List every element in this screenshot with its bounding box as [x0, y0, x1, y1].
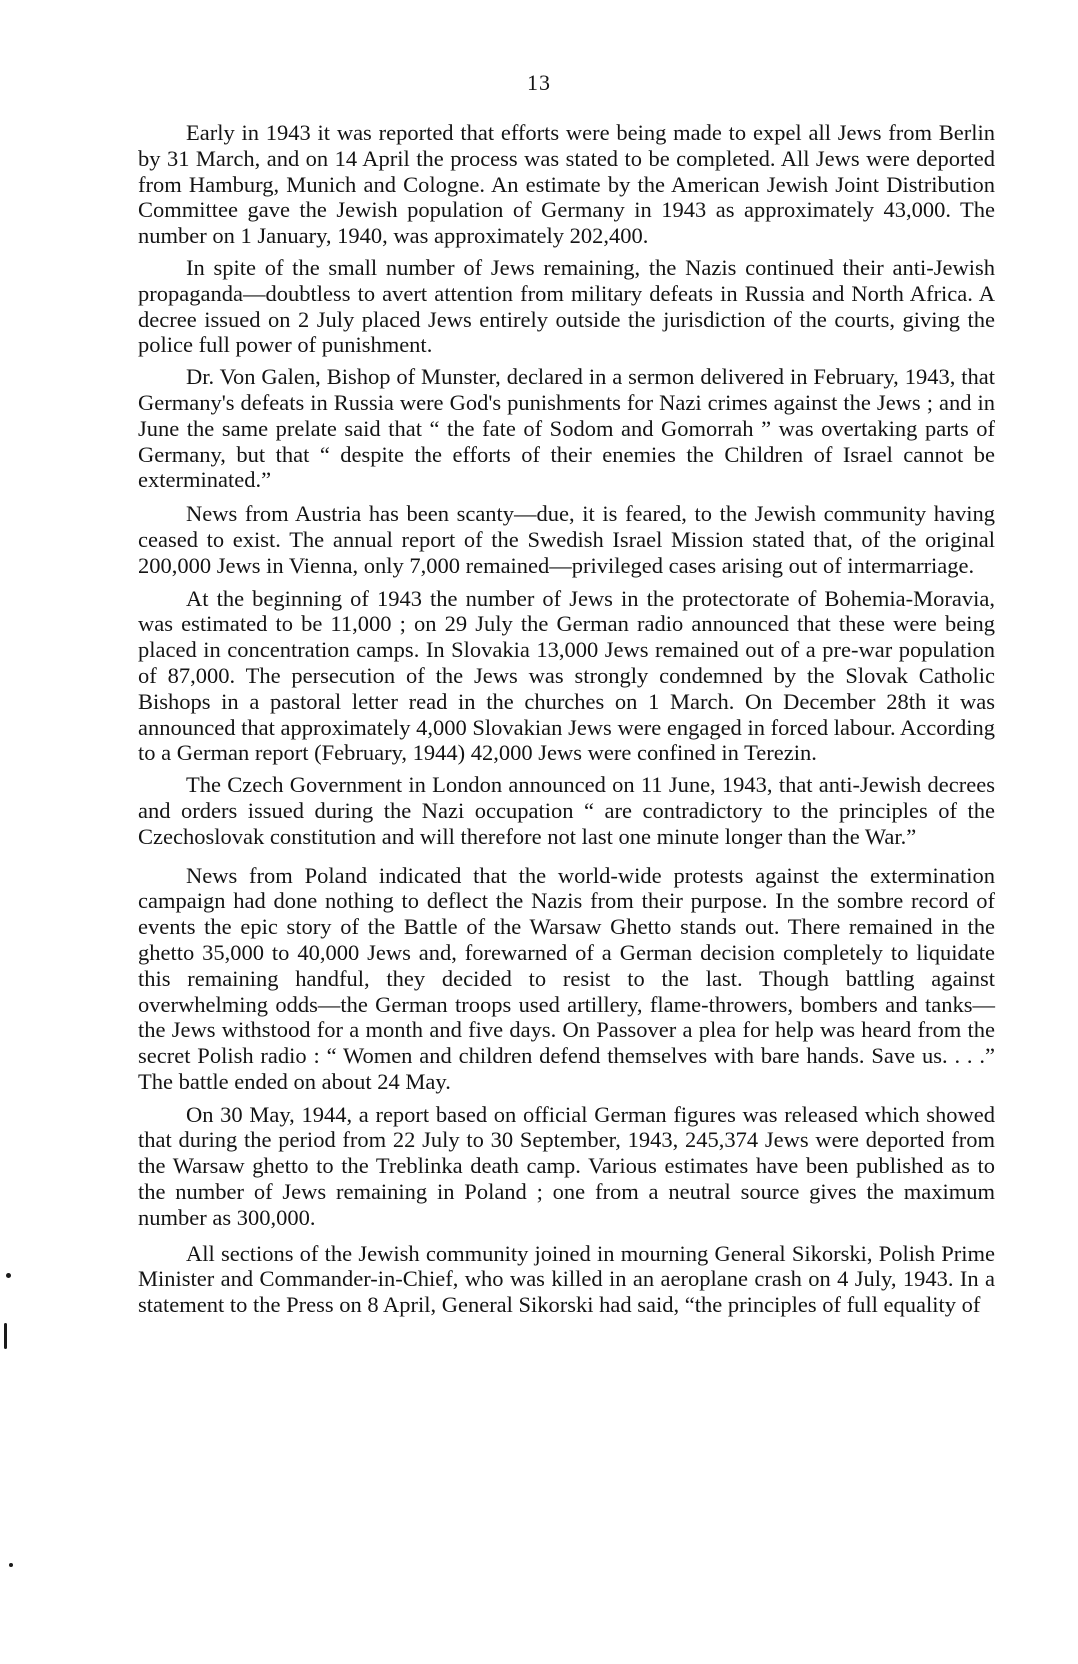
paragraph-bohemia-slovakia: At the beginning of 1943 the number of Jews in the protectorate of Bohemia-Moravia, was estimated to be 11,000 ; on 29 July the German radio announced that these were being placed in concentration camps. In Slovakia 13,000 Jews remained out of a pre-war population of 87,000. The persecution of the Jews was strongly condemned by the Slovak Catholic Bishops in a pastoral letter read in the churches on 1 March. On December 28th it was announced that approximately 4,000 Slovakian Jews were engaged in forced labour. According to a German report (February, 1944) 42,000 Jews were confined in Terezin.	[138, 585, 995, 766]
body-text	[138, 120, 995, 1318]
paragraph-berlin-deportations: Early in 1943 it was reported that efforts were being made to expel all Jews from Berlin by 31 March, and on 14 April the process was stated to be completed. All Jews were deported from Hamburg, Munich and Cologne. An estimate by the American Jewish Joint Distribution Committee gave the Jewish population of Germany in 1943 as approximately 43,000. The number on 1 January, 1940, was approximately 202,400.	[138, 120, 995, 249]
paragraph-nazi-propaganda: In spite of the small number of Jews remaining, the Nazis continued their anti-Jewish propaganda—doubtless to avert attention from military defeats in Russia and North Africa. A decree issued on 2 July placed Jews entirely outside the jurisdiction of the courts, giving the police full power of punishment.	[138, 254, 995, 358]
paragraph-warsaw-ghetto: News from Poland indicated that the world-wide protests against the extermination campaign had done nothing to deflect the Nazis from their purpose. In the sombre record of events the epic story of the Battle of the Warsaw Ghetto stands out. There remained in the ghetto 35,000 to 40,000 Jews and, forewarned of a German decision completely to liquidate this remaining handful, they decided to resist to the last. Though battling against overwhelming odds—the German troops used artillery, flame-throwers, bombers and tanks—the Jews withstood for a month and five days. On Passover a plea for help was heard from the secret Polish radio : “ Women and children defend themselves with bare hands. Save us. . . .” The battle ended on about 24 May.	[138, 862, 995, 1094]
paragraph-czech-government: The Czech Government in London announced on 11 June, 1943, that anti-Jewish decrees and orders issued during the Nazi occupation “ are contradictory to the principles of the Czechoslovak constitution and will therefore not last one minute longer than the War.”	[138, 772, 995, 849]
paragraph-von-galen-sermon: Dr. Von Galen, Bishop of Munster, declared in a sermon delivered in February, 1943, that Germany's defeats in Russia were God's punishments for Nazi crimes against the Jews ; and in June the same prelate said that “ the fate of Sodom and Gomorrah ” was overtaking parts of Germany, but that “ despite the efforts of their enemies the Children of Israel cannot be exterminated.”	[138, 364, 995, 493]
paragraph-sikorski: All sections of the Jewish community joined in mourning General Sikorski, Polish Prime Minister and Commander-in-Chief, who was killed in an aeroplane crash on 4 July, 1943. In a statement to the Press on 8 April, General Sikorski had said, “the principles of full equality of	[138, 1240, 995, 1318]
paragraph-austria: News from Austria has been scanty—due, it is feared, to the Jewish community having ceased to exist. The annual report of the Swedish Israel Mission stated that, of the original 200,000 Jews in Vienna, only 7,000 remained—privileged cases arising out of intermarriage.	[138, 501, 995, 578]
paragraph-treblinka-deportations: On 30 May, 1944, a report based on official German figures was released which showed that during the period from 22 July to 30 September, 1943, 245,374 Jews were deported from the Warsaw ghetto to the Treblinka death camp. Various estimates have been published as to the number of Jews remaining in Poland ; one from a neutral source gives the maximum number as 300,000.	[138, 1101, 995, 1230]
scan-speck	[9, 1563, 13, 1567]
page-number: 13	[527, 70, 551, 95]
scan-speck	[6, 1273, 11, 1278]
scan-speck	[4, 1323, 7, 1349]
